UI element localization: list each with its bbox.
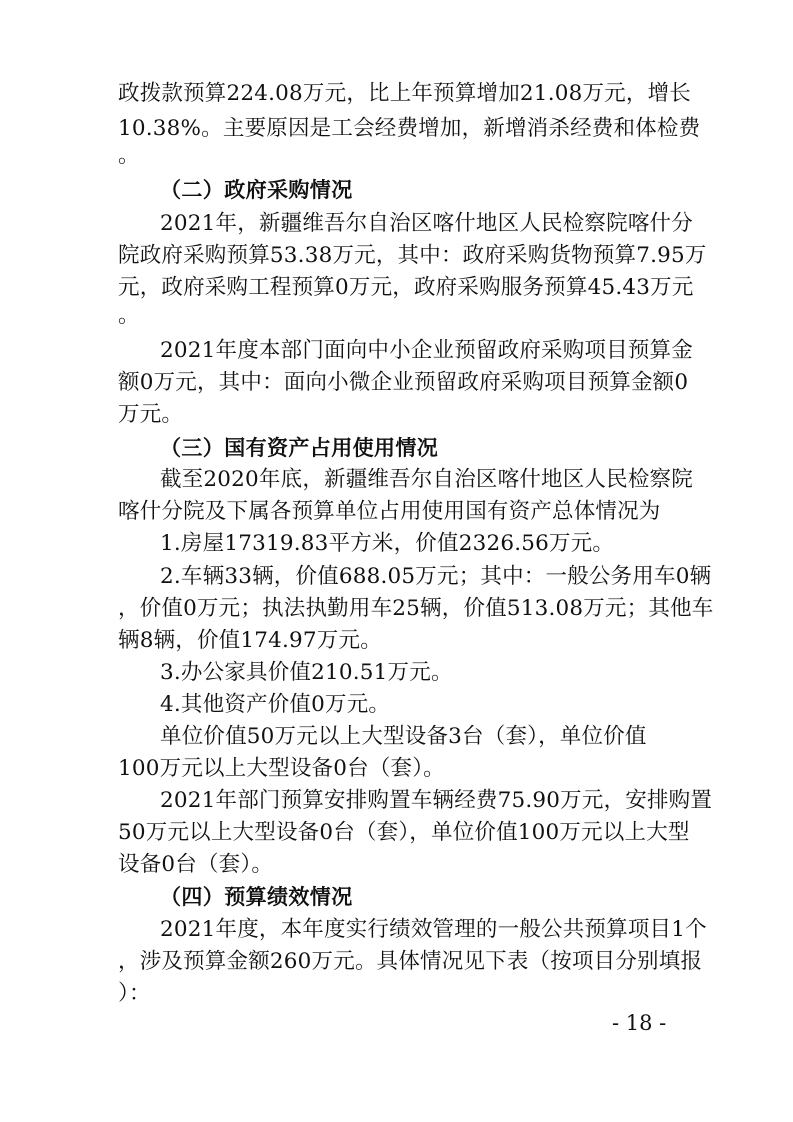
body-text-line: 50万元以上大型设备0台（套），单位价值100万元以上大型 [118, 820, 690, 845]
section-heading-assets: （三）国有资产占用使用情况 [160, 436, 439, 460]
body-text-line: ，涉及预算金额260万元。具体情况见下表（按项目分别填报 [118, 949, 703, 974]
body-text-line: 4.其他资产价值0万元。 [160, 692, 391, 717]
page-number: - 18 - [612, 1011, 667, 1035]
body-text-line: 2021年部门预算安排购置车辆经费75.90万元，安排购置 [160, 788, 713, 813]
body-text-line: 。 [118, 143, 140, 168]
section-heading-performance: （四）预算绩效情况 [160, 885, 353, 909]
body-text-line: 设备0台（套）。 [118, 852, 274, 877]
body-text-line: 。 [118, 303, 140, 328]
body-text-line: 额0万元，其中：面向小微企业预留政府采购项目预算金额0 [118, 370, 689, 395]
body-text-line: 100万元以上大型设备0台（套）。 [118, 756, 445, 781]
body-text-line: 万元。 [118, 402, 184, 427]
body-text-line: 元，政府采购工程预算0万元，政府采购服务预算45.43万元 [118, 275, 694, 300]
body-text-line: 院政府采购预算53.38万元，其中：政府采购货物预算7.95万 [118, 243, 707, 268]
body-text-line: 2.车辆33辆，价值688.05万元；其中：一般公务用车0辆 [160, 564, 712, 589]
body-text-line: 喀什分院及下属各预算单位占用使用国有资产总体情况为 [118, 499, 661, 524]
section-heading-procurement: （二）政府采购情况 [160, 178, 353, 202]
body-text-line: 政拨款预算224.08万元，比上年预算增加21.08万元，增长 [118, 81, 691, 106]
body-text-line: 2021年度，本年度实行绩效管理的一般公共预算项目1个 [160, 917, 707, 942]
body-text-line: 10.38%。主要原因是工会经费增加，新增消杀经费和体检费 [118, 116, 701, 141]
body-text-line: 辆8辆，价值174.97万元。 [118, 628, 382, 653]
body-text-line: ）： [118, 981, 151, 1006]
body-text-line: 3.办公家具价值210.51万元。 [160, 660, 453, 685]
body-text-line: ，价值0万元；执法执勤用车25辆，价值513.08万元；其他车 [118, 596, 714, 621]
body-text-line: 单位价值50万元以上大型设备3台（套），单位价值 [160, 724, 647, 749]
body-text-line: 2021年，新疆维吾尔自治区喀什地区人民检察院喀什分 [160, 211, 693, 236]
body-text-line: 截至2020年底，新疆维吾尔自治区喀什地区人民检察院 [160, 467, 693, 492]
body-text-line: 1.房屋17319.83平方米，价值2326.56万元。 [160, 531, 615, 556]
body-text-line: 2021年度本部门面向中小企业预留政府采购项目预算金 [160, 338, 693, 363]
